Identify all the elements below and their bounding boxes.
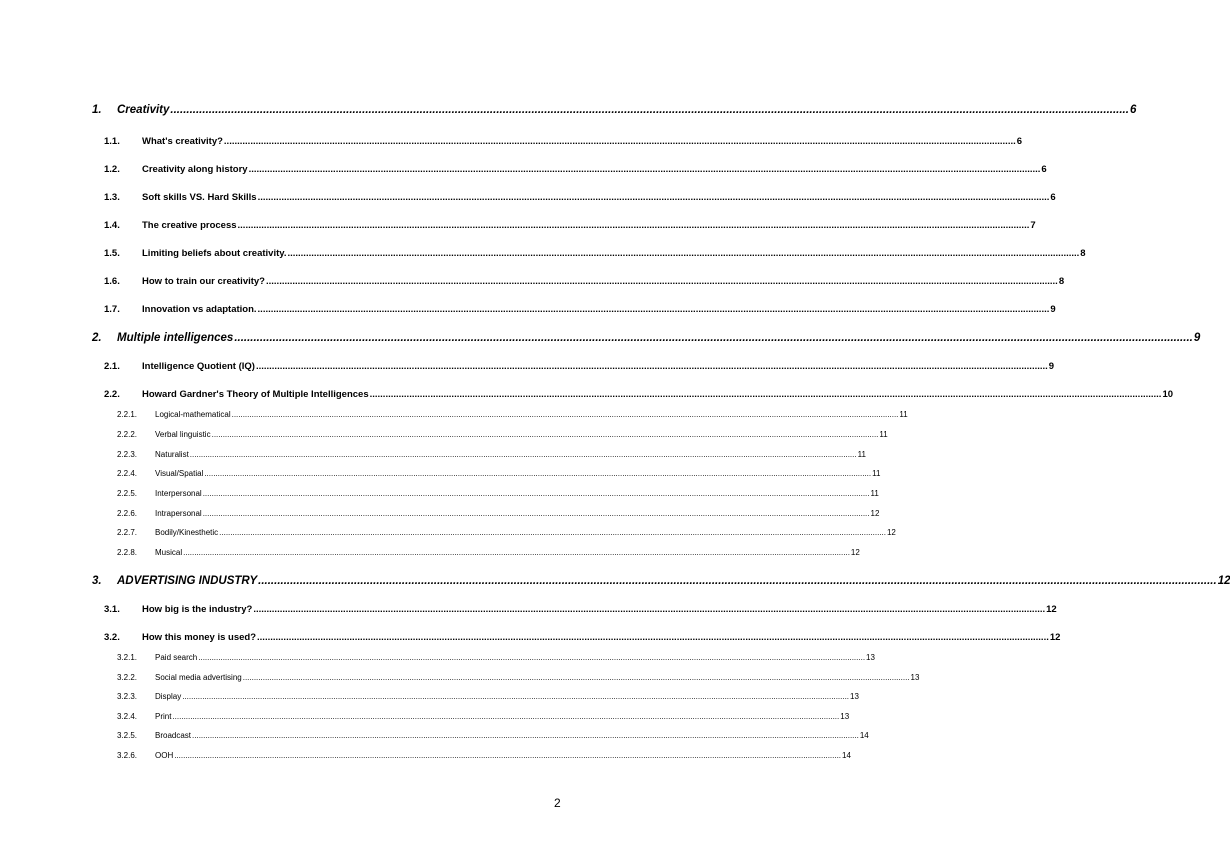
toc-entry-number: 3.2.5. xyxy=(117,731,138,740)
toc-entry-level-3[interactable] xyxy=(117,731,869,740)
toc-entry-number: 2. xyxy=(92,332,102,344)
toc-entry-level-2[interactable] xyxy=(104,164,1047,175)
toc-entry-page: 11 xyxy=(899,410,908,419)
toc-entry-page: 14 xyxy=(859,731,869,740)
toc-dot-leader: ............................................................................................................................................................................................................................................................................................................ xyxy=(219,528,886,537)
toc-entry-page: 12 xyxy=(1217,575,1230,587)
toc-dot-leader: ............................................................................................................................................................................................................................................................................................................ xyxy=(198,653,866,662)
toc-entry-title: Howard Gardner's Theory of Multiple Intelligences xyxy=(142,389,369,400)
toc-entry-number: 1. xyxy=(92,104,102,116)
toc-entry-level-3[interactable] xyxy=(117,692,859,701)
toc-entry-page: 12 xyxy=(886,528,896,537)
toc-entry-level-3[interactable] xyxy=(117,489,879,498)
toc-dot-leader: ............................................................................................................................................................................................................................................................................................................ xyxy=(223,136,1016,147)
toc-dot-leader: ............................................................................................................................................................................................................................................................................................................ xyxy=(170,104,1129,116)
toc-entry-page: 9 xyxy=(1193,332,1201,344)
toc-entry-page: 11 xyxy=(870,489,879,498)
toc-entry-number: 2.2.4. xyxy=(117,469,138,478)
toc-dot-leader: ............................................................................................................................................................................................................................................................................................................ xyxy=(192,731,859,740)
toc-entry-title: How to train our creativity? xyxy=(142,276,265,287)
toc-entry-level-3[interactable] xyxy=(117,751,851,760)
toc-dot-leader: ............................................................................................................................................................................................................................................................................................................ xyxy=(257,304,1050,315)
toc-entry-title: Social media advertising xyxy=(155,673,242,682)
toc-entry-level-2[interactable] xyxy=(104,136,1023,147)
toc-entry-level-3[interactable] xyxy=(117,528,896,537)
toc-entry-number: 1.7. xyxy=(104,304,120,315)
toc-dot-leader: ............................................................................................................................................................................................................................................................................................................ xyxy=(257,632,1049,643)
toc-entry-level-2[interactable] xyxy=(104,632,1061,643)
toc-entry-number: 3.2.1. xyxy=(117,653,138,662)
toc-entry-title: The creative process xyxy=(142,220,237,231)
toc-entry-number: 2.2.8. xyxy=(117,548,138,557)
toc-entry-page: 8 xyxy=(1058,276,1065,287)
toc-entry-title: Intrapersonal xyxy=(155,509,202,518)
toc-entry-page: 9 xyxy=(1048,361,1055,372)
toc-entry-level-3[interactable] xyxy=(117,673,920,682)
toc-entry-number: 2.2.7. xyxy=(117,528,138,537)
toc-dot-leader: ............................................................................................................................................................................................................................................................................................................ xyxy=(211,430,879,439)
toc-dot-leader: ............................................................................................................................................................................................................................................................................................................ xyxy=(287,248,1080,259)
toc-entry-number: 3. xyxy=(92,575,102,587)
toc-entry-level-3[interactable] xyxy=(117,548,860,557)
toc-entry-number: 3.2. xyxy=(104,632,120,643)
toc-dot-leader: ............................................................................................................................................................................................................................................................................................................ xyxy=(174,751,842,760)
toc-entry-title: Intelligence Quotient (IQ) xyxy=(142,361,255,372)
toc-entry-number: 2.1. xyxy=(104,361,120,372)
toc-entry-number: 2.2.6. xyxy=(117,509,138,518)
toc-entry-number: 1.6. xyxy=(104,276,120,287)
toc-dot-leader: ............................................................................................................................................................................................................................................................................................................ xyxy=(202,509,870,518)
toc-entry-level-2[interactable] xyxy=(104,248,1086,259)
toc-entry-level-3[interactable] xyxy=(117,450,866,459)
toc-entry-page: 13 xyxy=(910,673,920,682)
toc-entry-level-2[interactable] xyxy=(104,389,1174,400)
toc-entry-page: 6 xyxy=(1050,192,1056,203)
toc-entry-level-3[interactable] xyxy=(117,469,881,478)
toc-dot-leader: ............................................................................................................................................................................................................................................................................................................ xyxy=(202,489,870,498)
toc-entry-page: 11 xyxy=(857,450,866,459)
toc-entry-number: 1.5. xyxy=(104,248,120,259)
toc-entry-page: 13 xyxy=(866,653,875,662)
toc-entry-number: 2.2.2. xyxy=(117,430,138,439)
page-number: 2 xyxy=(554,796,561,810)
toc-entry-level-1[interactable] xyxy=(92,104,1137,116)
toc-entry-page: 7 xyxy=(1030,220,1036,231)
toc-entry-level-1[interactable] xyxy=(92,332,1201,344)
toc-entry-level-2[interactable] xyxy=(104,220,1036,231)
toc-entry-number: 3.2.2. xyxy=(117,673,138,682)
toc-entry-level-3[interactable] xyxy=(117,712,850,721)
toc-entry-title: Musical xyxy=(155,548,183,557)
toc-entry-level-3[interactable] xyxy=(117,430,888,439)
toc-entry-level-1[interactable] xyxy=(92,575,1230,587)
toc-entry-number: 1.2. xyxy=(104,164,120,175)
toc-dot-leader: ............................................................................................................................................................................................................................................................................................................ xyxy=(248,164,1041,175)
toc-entry-page: 6 xyxy=(1041,164,1047,175)
toc-entry-level-3[interactable] xyxy=(117,410,908,419)
toc-dot-leader: ............................................................................................................................................................................................................................................................................................................ xyxy=(237,220,1030,231)
toc-dot-leader: ............................................................................................................................................................................................................................................................................................................ xyxy=(189,450,857,459)
toc-entry-page: 14 xyxy=(842,751,851,760)
toc-entry-title: Verbal linguistic xyxy=(155,430,211,439)
toc-dot-leader: ............................................................................................................................................................................................................................................................................................................ xyxy=(231,410,899,419)
toc-entry-title: Logical-mathematical xyxy=(155,410,231,419)
toc-entry-title: Paid search xyxy=(155,653,198,662)
toc-entry-page: 11 xyxy=(879,430,888,439)
toc-entry-page: 11 xyxy=(872,469,881,478)
toc-entry-title: Bodily/Kinesthetic xyxy=(155,528,219,537)
toc-entry-title: OOH xyxy=(155,751,174,760)
toc-entry-number: 3.2.6. xyxy=(117,751,138,760)
toc-dot-leader: ............................................................................................................................................................................................................................................................................................................ xyxy=(258,575,1217,587)
toc-entry-page: 12 xyxy=(850,548,860,557)
toc-entry-number: 3.1. xyxy=(104,604,120,615)
toc-entry-title: Soft skills VS. Hard Skills xyxy=(142,192,257,203)
toc-entry-number: 2.2.1. xyxy=(117,410,138,419)
toc-dot-leader: ............................................................................................................................................................................................................................................................................................................ xyxy=(257,192,1050,203)
toc-entry-level-2[interactable] xyxy=(104,304,1056,315)
toc-entry-title: Creativity xyxy=(117,104,170,116)
toc-dot-leader: ............................................................................................................................................................................................................................................................................................................ xyxy=(204,469,872,478)
toc-entry-number: 2.2.3. xyxy=(117,450,138,459)
toc-entry-title: Innovation vs adaptation. xyxy=(142,304,257,315)
toc-entry-title: How big is the industry? xyxy=(142,604,253,615)
toc-entry-title: How this money is used? xyxy=(142,632,257,643)
toc-entry-page: 6 xyxy=(1016,136,1023,147)
toc-dot-leader: ............................................................................................................................................................................................................................................................................................................ xyxy=(183,548,850,557)
toc-entry-title: What's creativity? xyxy=(142,136,223,147)
toc-entry-number: 1.3. xyxy=(104,192,120,203)
toc-entry-title: Print xyxy=(155,712,172,721)
toc-dot-leader: ............................................................................................................................................................................................................................................................................................................ xyxy=(369,389,1162,400)
toc-dot-leader: ............................................................................................................................................................................................................................................................................................................ xyxy=(234,332,1193,344)
toc-entry-title: Limiting beliefs about creativity. xyxy=(142,248,287,259)
toc-dot-leader: ............................................................................................................................................................................................................................................................................................................ xyxy=(255,361,1048,372)
toc-entry-page: 10 xyxy=(1162,389,1174,400)
toc-entry-title: Naturalist xyxy=(155,450,189,459)
toc-entry-number: 2.2.5. xyxy=(117,489,138,498)
toc-entry-title: Broadcast xyxy=(155,731,192,740)
toc-entry-page: 12 xyxy=(1049,632,1061,643)
toc-entry-number: 2.2. xyxy=(104,389,120,400)
toc-dot-leader: ............................................................................................................................................................................................................................................................................................................ xyxy=(253,604,1046,615)
toc-entry-level-2[interactable] xyxy=(104,276,1065,287)
toc-entry-number: 1.1. xyxy=(104,136,120,147)
toc-entry-level-2[interactable] xyxy=(104,361,1055,372)
toc-entry-level-3[interactable] xyxy=(117,509,880,518)
toc-entry-page: 8 xyxy=(1080,248,1086,259)
toc-entry-page: 12 xyxy=(870,509,880,518)
toc-entry-level-2[interactable] xyxy=(104,604,1057,615)
toc-dot-leader: ............................................................................................................................................................................................................................................................................................................ xyxy=(266,276,1058,287)
toc-entry-number: 3.2.3. xyxy=(117,692,138,701)
toc-entry-number: 3.2.4. xyxy=(117,712,138,721)
toc-entry-title: ADVERTISING INDUSTRY xyxy=(117,575,258,587)
toc-dot-leader: ............................................................................................................................................................................................................................................................................................................ xyxy=(182,692,850,701)
toc-entry-level-3[interactable] xyxy=(117,653,875,662)
toc-dot-leader: ............................................................................................................................................................................................................................................................................................................ xyxy=(242,673,910,682)
toc-entry-page: 13 xyxy=(850,692,859,701)
toc-dot-leader: ............................................................................................................................................................................................................................................................................................................ xyxy=(172,712,840,721)
toc-entry-page: 13 xyxy=(840,712,850,721)
toc-entry-title: Creativity along history xyxy=(142,164,248,175)
toc-entry-page: 12 xyxy=(1046,604,1057,615)
toc-entry-page: 9 xyxy=(1050,304,1056,315)
toc-entry-title: Multiple intelligences xyxy=(117,332,234,344)
toc-entry-page: 6 xyxy=(1129,104,1137,116)
toc-entry-title: Display xyxy=(155,692,182,701)
toc-entry-title: Interpersonal xyxy=(155,489,202,498)
toc-entry-level-2[interactable] xyxy=(104,192,1056,203)
toc-entry-title: Visual/Spatial xyxy=(155,469,204,478)
toc-entry-number: 1.4. xyxy=(104,220,120,231)
